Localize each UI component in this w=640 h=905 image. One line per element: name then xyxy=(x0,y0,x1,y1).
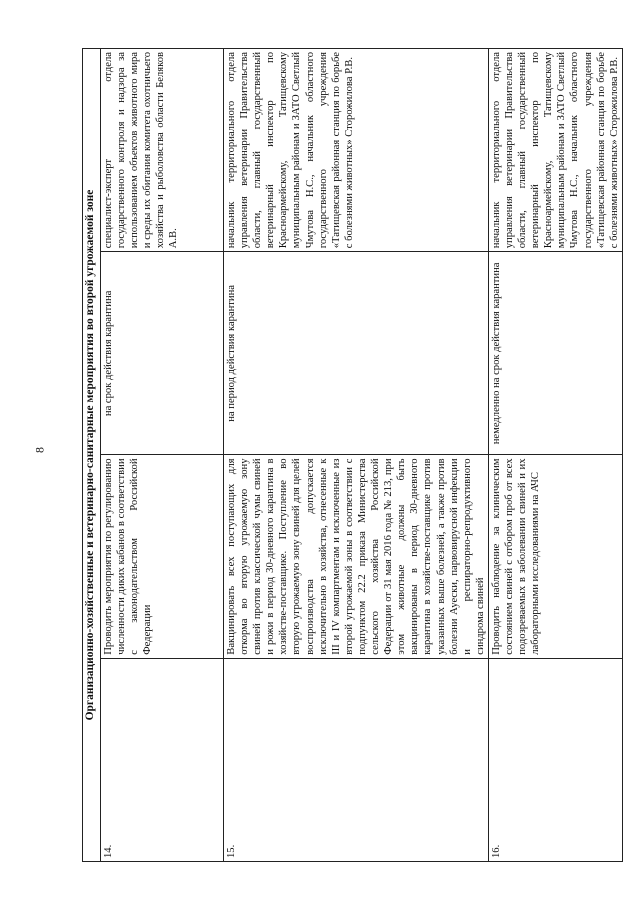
table-row xyxy=(101,49,224,862)
section-header-row xyxy=(83,49,101,862)
row-number: 14. xyxy=(101,658,224,861)
measure-cell: Проводить мероприятия по регулированию численности диких кабанов в соответствии с законодательством Российской Федерации xyxy=(101,455,224,658)
term-cell: немедленно на срок действия карантина xyxy=(488,252,622,455)
term-cell: на срок действия карантина xyxy=(101,252,224,455)
measure-cell: Вакцинировать всех поступающих для откорма во вторую угрожаемую зону свиней против классической чумы свиней и рожи в период 30-дневного карантина в хозяйстве-поставщике. Поступление во вторую угрожаемую зону свиней для целей воспроизводства допускается исключительно в хозяйства, отнесенные к III и IV компартментам и исключенные из второй угрожаемой зоны в соответствии с подпунктом 22.2 приказа Министерства сельского хозяйства Российской Федерации от 31 мая 2016 года № 213, при этом животные должны быть вакцинированы в период 30-дневного карантина в хозяйстве-поставщике против указанных выше болезней, а также против болезни Ауески, парвовирусной инфекции и респираторно-репродуктивного синдрома свиней xyxy=(224,455,489,658)
measures-table xyxy=(82,48,623,862)
responsible-cell: начальник территориального отдела управления ветеринарии Правительства области, главный государственный ветеринарный инспектор по Красноармейскому, Татищевскому муниципальным районам и ЗАТО Светлый Чмутова Н.С., начальник областного государственного учреждения «Татищевская районная станция по борьбе с болезнями животных» Сторожилова Р.В. xyxy=(488,49,622,252)
table-row xyxy=(224,49,489,862)
measure-cell: Проводить наблюдение за клиническим состоянием свиней с отбором проб от всех подозреваемых в заболевании свиней и их лабораторными исследованиями на АЧС xyxy=(488,455,622,658)
row-number: 16. xyxy=(488,658,622,861)
section-title: Организационно-хозяйственные и ветеринарно-санитарные мероприятия во второй угрожаемой зоне xyxy=(83,49,101,862)
table-row xyxy=(488,49,622,862)
responsible-cell: специалист-эксперт отдела государственного контроля и надзора за использованием объектов животного мира и среды их обитания комитета охотничьего хозяйства и рыболовства области Беляков А.В. xyxy=(101,49,224,252)
rotated-table-container xyxy=(82,48,620,862)
row-number: 15. xyxy=(224,658,489,861)
page-number: 8 xyxy=(32,447,47,453)
term-cell: на период действия карантина xyxy=(224,252,489,455)
responsible-cell: начальник территориального отдела управления ветеринарии Правительства области, главный государственный ветеринарный инспектор по Красноармейскому, Татищевскому муниципальным районам и ЗАТО Светлый Чмутова Н.С., начальник областного государственного учреждения «Татищевская районная станция по борьбе с болезнями животных» Сторожилова Р.В. xyxy=(224,49,489,252)
